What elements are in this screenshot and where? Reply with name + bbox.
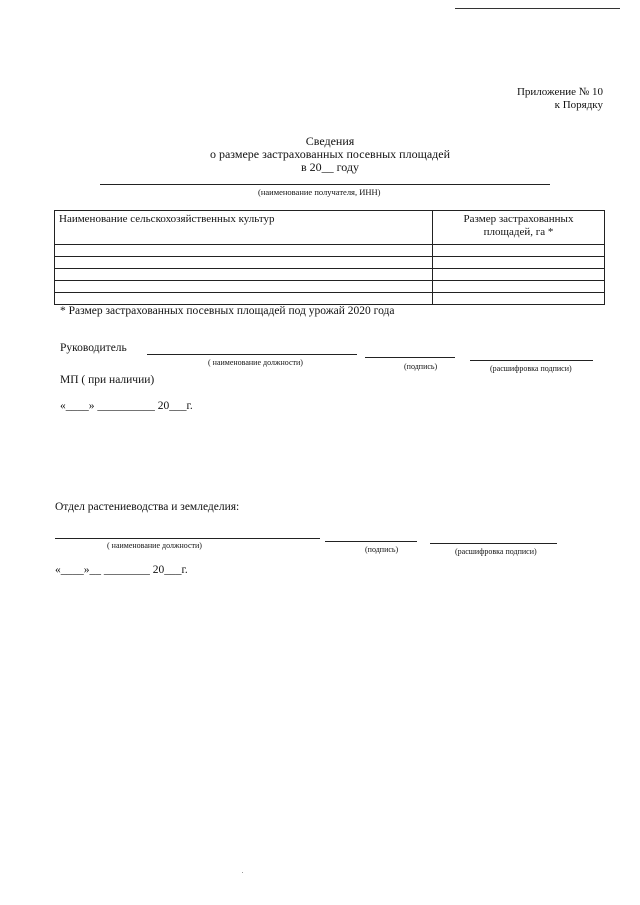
director-position-line xyxy=(147,354,357,355)
department-signature-caption: (подпись) xyxy=(365,545,399,554)
appendix-line-2: к Порядку xyxy=(554,99,603,111)
director-signature-line xyxy=(365,357,455,358)
table-header-row xyxy=(55,211,605,245)
appendix-line-1: Приложение № 10 xyxy=(516,86,603,98)
table-row xyxy=(55,257,605,269)
department-decoding-line xyxy=(430,543,557,544)
department-date-line: «____»__ ________ 20___г. xyxy=(55,564,188,576)
table-row xyxy=(55,245,605,257)
director-decoding-line xyxy=(470,360,593,361)
director-date-line: «____» __________ 20___г. xyxy=(60,400,193,412)
table-row xyxy=(55,293,605,305)
culture-table xyxy=(54,210,605,305)
table-row xyxy=(55,281,605,293)
stamp-note: МП ( при наличии) xyxy=(60,374,155,386)
director-decoding-caption: (расшифровка подписи) xyxy=(490,364,572,373)
department-position-caption: ( наименование должности) xyxy=(107,541,202,550)
col-header-area-line-2: площадей, га * xyxy=(483,226,554,238)
director-position-caption: ( наименование должности) xyxy=(208,358,303,367)
col-header-culture: Наименование сельскохозяйственных культур xyxy=(55,211,433,245)
col-header-area-line-1: Размер застрахованных xyxy=(463,213,574,225)
document-title: Сведения xyxy=(305,134,355,148)
scan-speck xyxy=(242,872,243,873)
recipient-caption: (наименование получателя, ИНН) xyxy=(258,187,381,197)
director-label: Руководитель xyxy=(60,342,127,354)
document-year-line: в 20__ году xyxy=(300,160,360,174)
department-label: Отдел растениеводства и земледелия: xyxy=(55,501,240,513)
top-edge-rule xyxy=(455,8,620,9)
document-subtitle: о размере застрахованных посевных площадей xyxy=(209,147,451,161)
table-footnote: * Размер застрахованных посевных площадей под урожай 2020 года xyxy=(60,305,395,317)
appendix-header xyxy=(517,86,603,112)
recipient-line xyxy=(100,184,550,185)
col-header-area xyxy=(433,211,605,245)
department-signature-line xyxy=(325,541,417,542)
department-position-line xyxy=(55,538,320,539)
department-decoding-caption: (расшифровка подписи) xyxy=(455,547,537,556)
director-signature-caption: (подпись) xyxy=(404,362,438,371)
table-row xyxy=(55,269,605,281)
